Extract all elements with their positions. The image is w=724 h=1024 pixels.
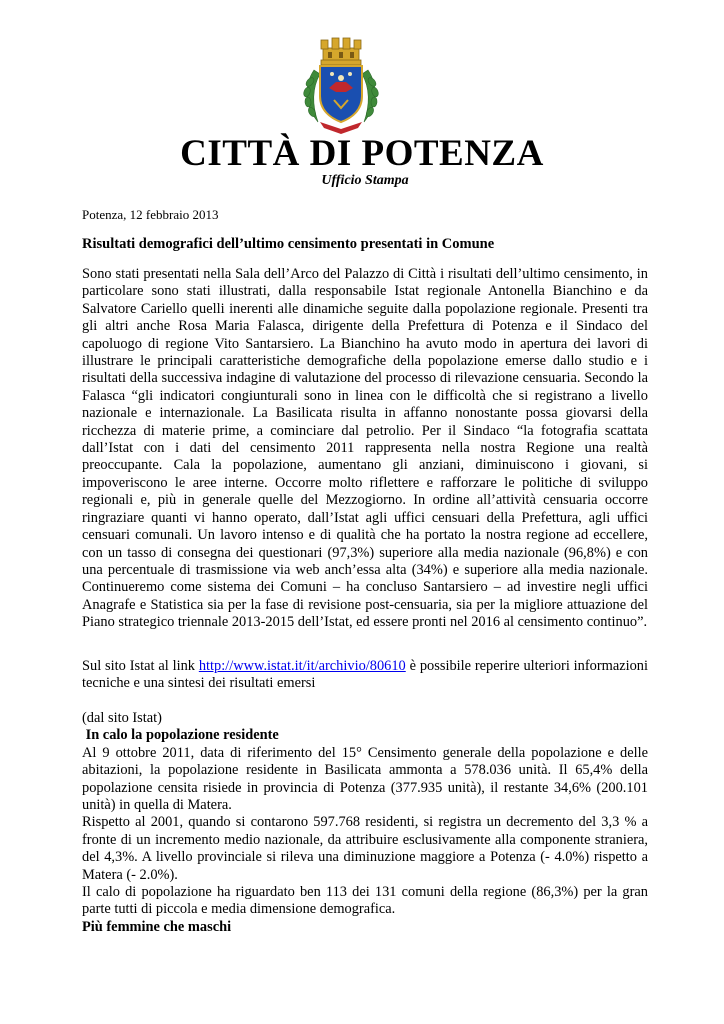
source-note: (dal sito Istat) xyxy=(82,710,162,726)
main-paragraph xyxy=(82,266,648,632)
office-subtitle: Ufficio Stampa xyxy=(321,173,409,188)
article-heading: Risultati demografici dell’ultimo censimento presentati in Comune xyxy=(82,236,495,252)
istat-section xyxy=(82,710,648,936)
link-paragraph xyxy=(82,658,648,693)
section-title-gender: Più femmine che maschi xyxy=(82,918,232,935)
istat-link[interactable]: http://www.istat.it/it/archivio/80610 xyxy=(198,658,406,674)
link-prefix: Sul sito Istat al link xyxy=(82,658,199,674)
section-paragraph-1: Al 9 ottobre 2011, data di riferimento del 15° Censimento generale della popolazione e delle abitazioni, la popolazione residente in Basilicata ammonta a 578.036 unità. Il 65,4% della popolazione censita risiede in provincia di Potenza (377.935 unità), il restante 34,6% (200.101 unità) in quella di Matera. xyxy=(82,744,648,814)
link-paragraph-text xyxy=(82,658,648,693)
main-paragraph-text: Sono stati presentati nella Sala dell’Arco del Palazzo di Città i risultati dell’ultimo censimento, in particolare sono stati illustrati, dalla responsabile Istat regionale Antonella Bianchino e da Salvatore Cariello quelli inerenti alle dinamiche seguite dalla popolazione regionale. Presenti tra gli altri anche Rosa Maria Falasca, dirigente della Prefettura di Potenza e il Sindaco del capoluogo di regione Vito Santarsiero. La Bianchino ha avuto modo in apertura dei lavori di illustrare le principali caratteristiche demografiche della popolazione emerse dallo studio e i risultati della successiva indagine di valutazione del processo di rilevazione censuaria. Secondo la Falasca “gli indicatori congiunturali sono in linea con le difficoltà che si registrano a livello nazionale e internazionale. La Basilicata risulta in affanno nonostante possa giovarsi della ricchezza di materie prime, a cominciare dal petrolio. Per il Sindaco “la fotografia scattata dall’Istat con i dati del censimento 2011 rappresenta nella nostra Regione una realtà preoccupante. Cala la popolazione, aumentano gli anziani, diminuiscono i giovani, si impoveriscono le aree interne. Occorre molto riflettere e rafforzare le politiche di sviluppo regionali e, più in generale quelle del Mezzogiorno. In ordine all’attività censuaria occorre ringraziare quanti vi hanno operato, dall’Istat agli uffici censuari della Prefettura, agli uffici censuari comunali. Un lavoro intenso e di qualità che ha portato la nostra regione ad eccellere, con un tasso di consegna dei questionari (97,3%) superiore alla media nazionale (96,8%) e con una percentuale di trasmissione via web anch’essa alta (34%) e superiore alla media nazionale. Continueremo come sistema dei Comuni – ha concluso Santarsiero – ad investire negli uffici Anagrafe e Statistica sia per la fase di revisione post-censuaria, sia per la migliore attuazione del Piano strategico triennale 2013-2015 dell’Istat, ed essere pronti nel 2016 al censimento continuo”. xyxy=(82,266,648,631)
page-title: CITTÀ DI POTENZA xyxy=(180,133,544,174)
section-title-population xyxy=(82,727,648,744)
section-paragraph-3: Il calo di popolazione ha riguardato ben 113 dei 131 comuni della regione (86,3%) per la gran parte tutti di piccola e media dimensione demografica. xyxy=(82,884,648,918)
link-suffix: è possibile reperire ulteriori informazioni tecniche e una sintesi dei risultati emersi xyxy=(82,658,648,692)
city-coat-of-arms xyxy=(296,30,386,134)
section-paragraph-2: Rispetto al 2001, quando si contarono 597.768 residenti, si registra un decremento del 3,3 % a fronte di un incremento medio nazionale, da attribuire esclusivamente alla componente straniera, del 4,3%. A livello provinciale si rileva una diminuzione maggiore a Potenza (- 4.0%) rispetto a Matera (- 2.0%). xyxy=(82,814,648,883)
press-date: Potenza, 12 febbraio 2013 xyxy=(82,207,219,222)
section-title-population-text: In calo la popolazione residente xyxy=(85,727,279,744)
